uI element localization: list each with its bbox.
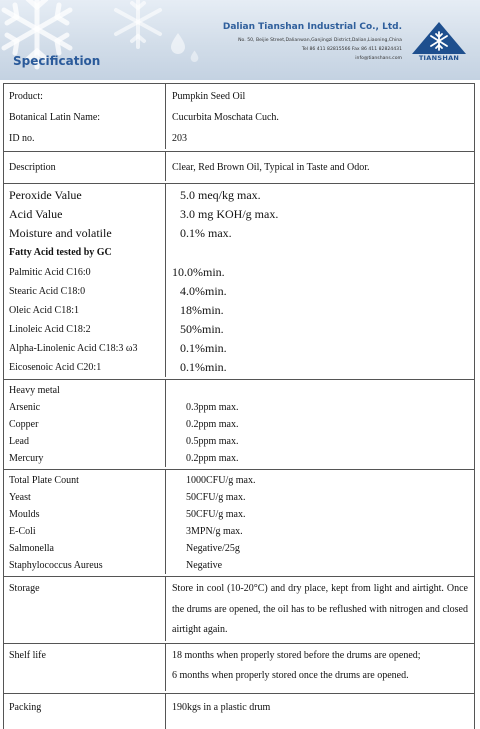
heavy-metal-group bbox=[4, 379, 474, 467]
fatty-acid-heading: Fatty Acid tested by GC bbox=[9, 247, 112, 258]
heavy-metal-label: Arsenic bbox=[9, 402, 41, 413]
letterhead bbox=[0, 0, 480, 80]
fatty-acid-value: 4.0%min. bbox=[180, 284, 227, 298]
heavy-metal-value: 0.2ppm max. bbox=[186, 453, 239, 464]
logo-wordmark: TIANSHAN bbox=[418, 54, 460, 62]
shelf-life-label: Shelf life bbox=[9, 649, 46, 661]
description-value: Clear, Red Brown Oil, Typical in Taste and Odor. bbox=[172, 162, 370, 173]
heavy-metal-label: Lead bbox=[9, 436, 29, 447]
latin-name-value: Cucurbita Moschata Cuch. bbox=[172, 112, 279, 123]
fatty-acid-label: Palmitic Acid C16:0 bbox=[9, 267, 91, 278]
heavy-metal-label: Mercury bbox=[9, 453, 44, 464]
analysis-group bbox=[4, 183, 474, 377]
micro-value: Negative/25g bbox=[186, 543, 240, 554]
shelf-life-line: 18 months when properly stored before the drums are opened; bbox=[172, 649, 421, 661]
micro-label: Total Plate Count bbox=[9, 475, 79, 486]
fatty-acid-value: 0.1%min. bbox=[180, 341, 227, 355]
storage-group bbox=[4, 576, 474, 641]
product-info-group bbox=[4, 84, 474, 149]
packing-label: Packing bbox=[9, 701, 42, 713]
description-group bbox=[4, 151, 474, 181]
microbiology-group bbox=[4, 469, 474, 574]
heavy-metal-value: 0.5ppm max. bbox=[186, 436, 239, 447]
micro-value: 50CFU/g max. bbox=[186, 492, 246, 503]
chemical-value: 0.1% max. bbox=[180, 226, 232, 240]
company-phone-fax: Tel 86 411 82815566 Fax 86 411 82824431 bbox=[301, 47, 402, 52]
company-address: No. 50, Beijie Street,Dalianwan,Ganjingzi District,Dalian,Liaoning,China bbox=[238, 38, 402, 43]
heavy-metal-heading: Heavy metal bbox=[9, 385, 60, 396]
micro-label: Yeast bbox=[9, 492, 31, 503]
id-label: ID no. bbox=[9, 133, 35, 144]
micro-value: Negative bbox=[186, 560, 223, 571]
micro-label: Salmonella bbox=[9, 543, 54, 554]
micro-value: 1000CFU/g max. bbox=[186, 475, 256, 486]
packing-value: 190kgs in a plastic drum bbox=[172, 701, 271, 713]
product-value: Pumpkin Seed Oil bbox=[172, 91, 246, 102]
page-title: Specification bbox=[13, 54, 101, 68]
fatty-acid-label: Eicosenoic Acid C20:1 bbox=[9, 362, 102, 373]
product-label: Product: bbox=[9, 91, 43, 102]
id-value: 203 bbox=[172, 133, 187, 144]
company-email: info@tianshans.com bbox=[355, 56, 402, 61]
micro-label: Moulds bbox=[9, 509, 40, 520]
specification-table bbox=[3, 83, 475, 729]
fatty-acid-label: Linoleic Acid C18:2 bbox=[9, 324, 91, 335]
chemical-value: 5.0 meq/kg max. bbox=[180, 188, 261, 202]
description-label: Description bbox=[9, 162, 56, 173]
storage-value: Store in cool (10-20°C) and dry place, kept from light and airtight. Once the drums are opened, the oil has to be reflushed with nitrogen and closed airtight again. bbox=[172, 583, 468, 635]
heavy-metal-value: 0.2ppm max. bbox=[186, 419, 239, 430]
fatty-acid-value: 10.0%min. bbox=[172, 265, 225, 279]
shelf-life-line: 6 months when properly stored once the drums are opened. bbox=[172, 670, 409, 681]
latin-name-label: Botanical Latin Name: bbox=[9, 112, 101, 123]
storage-label: Storage bbox=[9, 583, 40, 594]
micro-label: Staphylococcus Aureus bbox=[9, 560, 103, 571]
chemical-label: Peroxide Value bbox=[9, 188, 82, 202]
heavy-metal-value: 0.3ppm max. bbox=[186, 402, 239, 413]
shelf-life-group bbox=[4, 643, 474, 691]
fatty-acid-value: 18%min. bbox=[180, 303, 224, 317]
fatty-acid-label: Alpha-Linolenic Acid C18:3 ω3 bbox=[9, 343, 138, 354]
company-name: Dalian Tianshan Industrial Co., Ltd. bbox=[222, 22, 402, 32]
fatty-acid-label: Oleic Acid C18:1 bbox=[9, 305, 79, 316]
chemical-value: 3.0 mg KOH/g max. bbox=[180, 207, 279, 221]
heavy-metal-label: Copper bbox=[9, 419, 39, 430]
micro-value: 50CFU/g max. bbox=[186, 509, 246, 520]
chemical-label: Moisture and volatile bbox=[9, 226, 112, 240]
micro-label: E-Coli bbox=[9, 526, 36, 537]
micro-value: 3MPN/g max. bbox=[186, 526, 243, 537]
chemical-label: Acid Value bbox=[9, 207, 63, 221]
fatty-acid-value: 0.1%min. bbox=[180, 360, 227, 374]
packing-group bbox=[4, 693, 474, 729]
fatty-acid-label: Stearic Acid C18:0 bbox=[9, 286, 86, 297]
company-contact bbox=[102, 36, 402, 63]
fatty-acid-value: 50%min. bbox=[180, 322, 224, 336]
